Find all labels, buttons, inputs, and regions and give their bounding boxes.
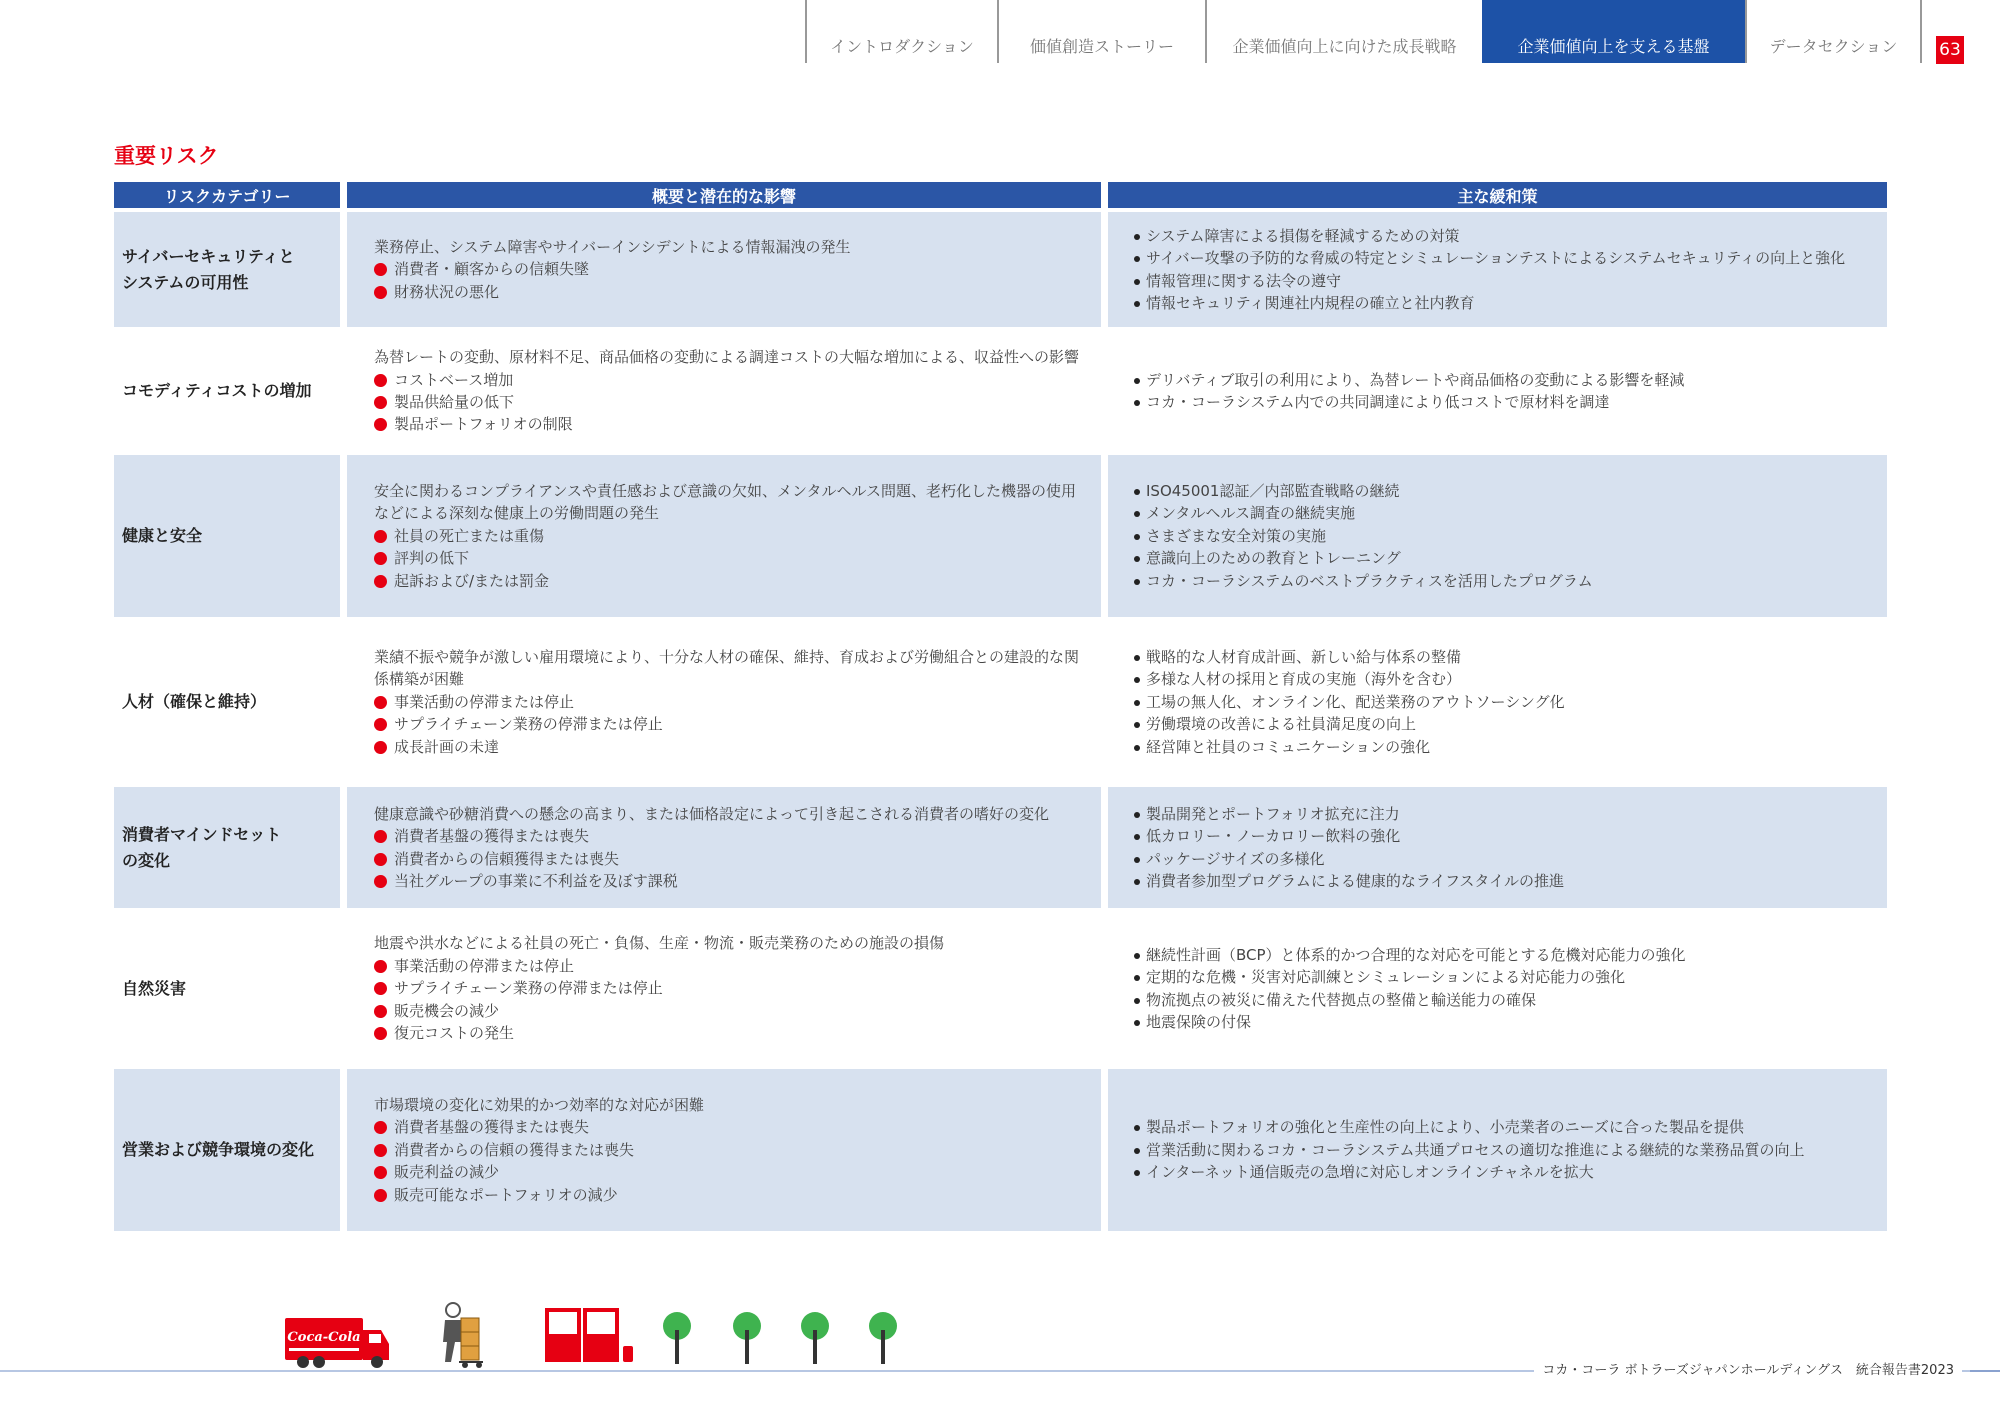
impact-text: 消費者からの信頼獲得または喪失 [394, 849, 620, 868]
header-summary-impact: 概要と潜在的な影響 [347, 182, 1101, 208]
risk-summary [347, 212, 1101, 327]
summary-text: 安全に関わるコンプライアンスや責任感および意識の欠如、メンタルヘルス問題、老朽化した機器の使用 [374, 481, 1077, 500]
risk-category [114, 331, 340, 451]
risk-summary [347, 1069, 1101, 1231]
mitigation-text: 情報管理に関する法令の遵守 [1146, 271, 1342, 290]
impact-item [374, 525, 1091, 547]
impact-item [374, 1116, 1091, 1138]
impact-item [374, 713, 1091, 735]
risk-mitigations [1108, 331, 1887, 451]
mitigation-item [1134, 1116, 1887, 1138]
black-bullet-icon [1134, 279, 1140, 285]
red-bullet-icon [374, 530, 387, 543]
mitigation-text: インターネット通信販売の急増に対応しオンラインチャネルを拡大 [1146, 1163, 1594, 1182]
black-bullet-icon [1134, 677, 1140, 683]
footer-illustration [285, 1290, 925, 1370]
black-bullet-icon [1134, 975, 1140, 981]
mitigation-item [1134, 848, 1887, 870]
mitigation-text: 消費者参加型プログラムによる健康的なライフスタイルの推進 [1146, 871, 1565, 890]
impact-item [374, 1000, 1091, 1022]
impact-text: 製品供給量の低下 [394, 393, 515, 411]
delivery-worker-icon [443, 1303, 483, 1368]
black-bullet-icon [1134, 700, 1140, 706]
risk-summary [347, 331, 1101, 451]
black-bullet-icon [1134, 1148, 1140, 1154]
mitigation-item [1134, 525, 1887, 547]
footer-report-title: コカ・コーラ ボトラーズジャパンホールディングス 統合報告書2023 [1534, 1359, 1962, 1378]
black-bullet-icon [1134, 1170, 1140, 1176]
red-bullet-icon [374, 396, 387, 409]
red-bullet-icon [374, 263, 387, 276]
impact-text: 評判の低下 [394, 549, 470, 568]
mitigation-text: 戦略的な人材育成計画、新しい給与体系の整備 [1146, 647, 1462, 666]
summary-text: 業績不振や競争が激しい雇用環境により、十分な人材の確保、維持、育成および労働組合との建設的な関 [374, 647, 1080, 666]
risk-summary [347, 912, 1101, 1065]
risk-summary [347, 455, 1101, 617]
risk-category [114, 912, 340, 1065]
mitigation-item [1134, 1011, 1887, 1033]
mitigation-text: メンタルヘルス調査の継続実施 [1146, 504, 1355, 523]
impact-text: サプライチェーン業務の停滞または停止 [394, 715, 663, 734]
page-number: 63 [1936, 36, 1964, 64]
mitigation-text: 多様な人材の採用と育成の実施（海外を含む） [1146, 670, 1462, 689]
mitigation-text: 意識向上のための教育とトレーニング [1146, 549, 1401, 568]
red-bullet-icon [374, 696, 387, 709]
risk-mitigations [1108, 787, 1887, 908]
mitigation-item [1134, 966, 1887, 988]
mitigation-text: 営業活動に関わるコカ・コーラシステム共通プロセスの適切な推進による継続的な業務品質の向上 [1146, 1140, 1805, 1159]
impact-item [374, 848, 1091, 870]
impact-text: 事業活動の停滞または停止 [394, 692, 575, 711]
mitigation-item [1134, 292, 1887, 314]
red-bullet-icon [374, 1144, 387, 1157]
table-row [114, 455, 1887, 617]
mitigation-item [1134, 247, 1887, 269]
mitigation-text: システム障害による損傷を軽減するための対策 [1146, 226, 1460, 245]
mitigation-item [1134, 270, 1887, 292]
risk-category-line: システムの可用性 [122, 272, 249, 292]
impact-text: 製品ポートフォリオの制限 [394, 415, 573, 434]
risk-category [114, 1069, 340, 1231]
risk-summary [347, 621, 1101, 783]
impact-text: 消費者基盤の獲得または喪失 [394, 827, 590, 846]
mitigation-item [1134, 989, 1887, 1011]
risk-mitigations [1108, 212, 1887, 327]
black-bullet-icon [1134, 489, 1140, 495]
mitigation-text: コカ・コーラシステムのベストプラクティスを活用したプログラム [1146, 571, 1593, 590]
red-bullet-icon [374, 1005, 387, 1018]
impact-item [374, 1139, 1091, 1161]
risk-table [114, 182, 1887, 1231]
mitigation-item [1134, 944, 1887, 966]
mitigation-text: 製品ポートフォリオの強化と生産性の向上により、小売業者のニーズに合った製品を提供 [1146, 1118, 1744, 1137]
black-bullet-icon [1134, 1020, 1140, 1026]
black-bullet-icon [1134, 745, 1140, 751]
black-bullet-icon [1134, 953, 1140, 959]
mitigation-text: 地震保険の付保 [1146, 1012, 1252, 1031]
risk-category-line: サイバーセキュリティと [122, 246, 295, 266]
red-bullet-icon [374, 1166, 387, 1179]
impact-item [374, 825, 1091, 847]
mitigation-text: 経営陣と社員のコミュニケーションの強化 [1146, 737, 1431, 756]
mitigation-item [1134, 369, 1887, 391]
mitigation-text: 低カロリー・ノーカロリー飲料の強化 [1146, 827, 1401, 846]
risk-mitigations [1108, 1069, 1887, 1231]
impact-text: コストベース増加 [394, 370, 514, 389]
table-body [114, 212, 1887, 1231]
black-bullet-icon [1134, 556, 1140, 562]
mitigation-text: ISO45001認証／内部監査戦略の継続 [1146, 481, 1400, 500]
black-bullet-icon [1134, 879, 1140, 885]
red-bullet-icon [374, 830, 387, 843]
risk-category [114, 212, 340, 327]
summary-text: などによる深刻な健康上の労働問題の発生 [374, 504, 660, 523]
impact-text: サプライチェーン業務の停滞または停止 [394, 979, 663, 998]
impact-text: 消費者基盤の獲得または喪失 [394, 1118, 590, 1137]
mitigation-text: 工場の無人化、オンライン化、配送業務のアウトソーシング化 [1146, 692, 1565, 711]
red-bullet-icon [374, 374, 387, 387]
risk-summary [347, 787, 1101, 908]
red-bullet-icon [374, 1027, 387, 1040]
risk-category [114, 621, 340, 783]
red-bullet-icon [374, 741, 387, 754]
mitigation-item [1134, 691, 1887, 713]
summary-text: 健康意識や砂糖消費への懸念の高まり、または価格設定によって引き起こされる消費者の嗜好の変化 [374, 804, 1050, 823]
risk-mitigations [1108, 621, 1887, 783]
table-row [114, 912, 1887, 1065]
mitigation-item [1134, 825, 1887, 847]
red-bullet-icon [374, 575, 387, 588]
mitigation-item [1134, 803, 1887, 825]
mitigation-text: 定期的な危機・災害対応訓練とシミュレーションによる対応能力の強化 [1146, 968, 1626, 987]
impact-text: 事業活動の停滞または停止 [394, 956, 575, 975]
black-bullet-icon [1134, 234, 1140, 240]
mitigation-text: 情報セキュリティ関連社内規程の確立と社内教育 [1146, 293, 1475, 312]
black-bullet-icon [1134, 301, 1140, 307]
impact-item [374, 258, 1091, 280]
red-bullet-icon [374, 875, 387, 888]
black-bullet-icon [1134, 511, 1140, 517]
red-bullet-icon [374, 1189, 387, 1202]
summary-text: 業務停止、システム障害やサイバーインシデントによる情報漏洩の発生 [374, 237, 851, 256]
mitigation-item [1134, 225, 1887, 247]
impact-text: 販売機会の減少 [394, 1001, 500, 1020]
impact-item [374, 977, 1091, 999]
black-bullet-icon [1134, 579, 1140, 585]
summary-text: 地震や洪水などによる社員の死亡・負傷、生産・物流・販売業務のための施設の損傷 [374, 934, 945, 953]
impact-item [374, 391, 1091, 413]
risk-category-line: 人材（確保と維持） [122, 692, 267, 711]
mitigation-text: 物流拠点の被災に備えた代替拠点の整備と輸送能力の確保 [1146, 990, 1537, 1009]
summary-text: 係構築が困難 [374, 670, 465, 689]
impact-text: 財務状況の悪化 [394, 282, 500, 301]
black-bullet-icon [1134, 857, 1140, 863]
black-bullet-icon [1134, 400, 1140, 406]
impact-item [374, 369, 1091, 391]
tree-icon [663, 1312, 897, 1364]
red-bullet-icon [374, 1121, 387, 1134]
table-row [114, 212, 1887, 327]
header-risk-category: リスクカテゴリー [114, 182, 340, 208]
impact-text: 販売利益の減少 [394, 1163, 500, 1182]
impact-text: 販売可能なポートフォリオの減少 [394, 1185, 618, 1204]
top-nav [805, 0, 1920, 63]
table-header [114, 182, 1887, 208]
mitigation-item [1134, 570, 1887, 592]
mitigation-item [1134, 547, 1887, 569]
red-bullet-icon [374, 286, 387, 299]
black-bullet-icon [1134, 998, 1140, 1004]
impact-item [374, 570, 1091, 592]
red-bullet-icon [374, 418, 387, 431]
black-bullet-icon [1134, 812, 1140, 818]
impact-item [374, 281, 1091, 303]
risk-mitigations [1108, 455, 1887, 617]
table-row [114, 331, 1887, 451]
mitigation-text: 労働環境の改善による社員満足度の向上 [1146, 715, 1417, 734]
risk-category-line: の変化 [122, 850, 171, 870]
mitigation-item [1134, 1139, 1887, 1161]
impact-item [374, 691, 1091, 713]
black-bullet-icon [1134, 534, 1140, 540]
impact-text: 起訴および/または罰金 [394, 571, 550, 590]
mitigation-item [1134, 391, 1887, 413]
black-bullet-icon [1134, 256, 1140, 262]
tab-foundation[interactable]: 企業価値向上を支える基盤 [1482, 0, 1745, 63]
nav-divider [1920, 0, 1922, 63]
red-bullet-icon [374, 960, 387, 973]
header-mitigation: 主な緩和策 [1108, 182, 1887, 208]
risk-category-line: 自然災害 [122, 978, 187, 998]
tab-data-section[interactable]: データセクション [1745, 0, 1920, 63]
mitigation-text: 製品開発とポートフォリオ拡充に注力 [1146, 804, 1400, 823]
mitigation-item [1134, 480, 1887, 502]
impact-text: 消費者からの信頼の獲得または喪失 [394, 1140, 635, 1159]
risk-category [114, 787, 340, 908]
impact-text: 社員の死亡または重傷 [394, 526, 545, 545]
risk-category-line: 健康と安全 [122, 526, 203, 545]
summary-text: 為替レートの変動、原材料不足、商品価格の変動による調達コストの大幅な増加による、収益性への影響 [374, 348, 1080, 367]
impact-text: 復元コストの発生 [394, 1024, 515, 1043]
mitigation-text: コカ・コーラシステム内での共同調達により低コストで原材料を調達 [1146, 393, 1610, 411]
impact-text: 消費者・顧客からの信頼失墜 [394, 260, 590, 279]
mitigation-item [1134, 713, 1887, 735]
mitigation-item [1134, 736, 1887, 758]
black-bullet-icon [1134, 378, 1140, 384]
impact-item [374, 1022, 1091, 1044]
black-bullet-icon [1134, 1125, 1140, 1131]
impact-text: 当社グループの事業に不利益を及ぼす課税 [394, 871, 678, 890]
black-bullet-icon [1134, 722, 1140, 728]
red-bullet-icon [374, 552, 387, 565]
mitigation-item [1134, 502, 1887, 524]
table-row [114, 621, 1887, 783]
risk-mitigations [1108, 912, 1887, 1065]
red-bullet-icon [374, 853, 387, 866]
tab-introduction[interactable]: イントロダクション [805, 0, 997, 63]
mitigation-text: デリバティブ取引の利用により、為替レートや商品価格の変動による影響を軽減 [1146, 370, 1685, 389]
black-bullet-icon [1134, 834, 1140, 840]
summary-text: 市場環境の変化に効果的かつ効率的な対応が困難 [374, 1095, 705, 1114]
table-row [114, 1069, 1887, 1231]
mitigation-text: サイバー攻撃の予防的な脅威の特定とシミュレーションテストによるシステムセキュリティの向上と強化 [1146, 249, 1846, 268]
red-bullet-icon [374, 982, 387, 995]
mitigation-text: 継続性計画（BCP）と体系的かつ合理的な対応を可能とする危機対応能力の強化 [1146, 945, 1686, 964]
mitigation-item [1134, 646, 1887, 668]
delivery-truck-icon [285, 1318, 389, 1368]
footer-line-accent [1970, 1370, 2000, 1372]
black-bullet-icon [1134, 655, 1140, 661]
impact-item [374, 1161, 1091, 1183]
mitigation-item [1134, 1161, 1887, 1183]
impact-item [374, 870, 1091, 892]
impact-text: 成長計画の未達 [394, 737, 500, 756]
table-row [114, 787, 1887, 908]
mitigation-text: さまざまな安全対策の実施 [1146, 526, 1327, 545]
mitigation-item [1134, 668, 1887, 690]
section-title: 重要リスク [114, 144, 219, 168]
risk-category-line: 営業および競争環境の変化 [122, 1140, 315, 1159]
mitigation-text: パッケージサイズの多様化 [1146, 849, 1325, 868]
impact-item [374, 547, 1091, 569]
risk-category-line: コモディティコストの増加 [122, 381, 312, 400]
mitigation-item [1134, 870, 1887, 892]
red-bullet-icon [374, 718, 387, 731]
tab-value-creation-story[interactable]: 価値創造ストーリー [997, 0, 1205, 63]
impact-item [374, 955, 1091, 977]
truck-logo-text: Coca-Cola [287, 1330, 361, 1345]
vending-machine-icon [545, 1308, 633, 1362]
impact-item [374, 1184, 1091, 1206]
risk-category-line: 消費者マインドセット [122, 824, 282, 844]
impact-item [374, 736, 1091, 758]
risk-category [114, 455, 340, 617]
tab-growth-strategy[interactable]: 企業価値向上に向けた成長戦略 [1205, 0, 1482, 63]
impact-item [374, 413, 1091, 435]
